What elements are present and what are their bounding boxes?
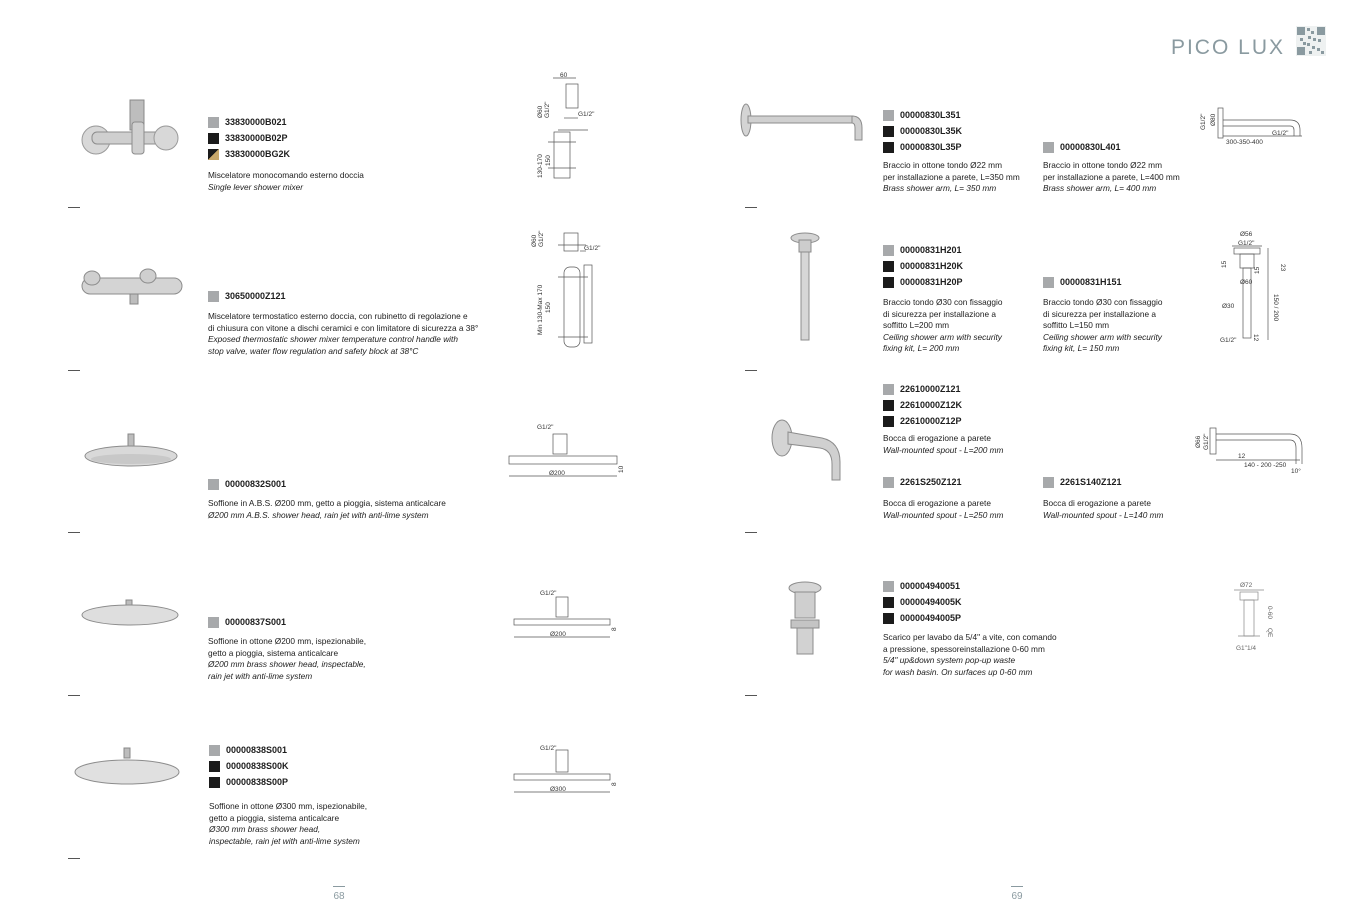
dim-label: Ø66 <box>1195 435 1202 448</box>
dim-label: 0-60 <box>1266 606 1273 620</box>
dim-label: G1/2" <box>538 230 545 247</box>
product-1-codes <box>208 114 290 162</box>
description-en: fixing kit, L= 200 mm <box>883 343 960 353</box>
black-swatch <box>883 597 894 608</box>
description-it: Soffione in ottone Ø300 mm, ispezionabile, <box>209 801 368 811</box>
product-8-alt2-code <box>1043 474 1122 490</box>
dim-label: Ø200 <box>550 631 566 638</box>
description-it: soffitto L=200 mm <box>883 320 950 330</box>
chrome-swatch <box>883 245 894 256</box>
product-8-alt1-code <box>883 474 962 490</box>
product-5-description <box>209 801 367 847</box>
description-en: Single lever shower mixer <box>208 181 303 192</box>
product-code: 30650000Z121 <box>225 291 286 301</box>
product-code: 22610000Z12K <box>900 400 963 410</box>
product-code: 00000838S001 <box>226 745 288 755</box>
description-it: soffitto L=150 mm <box>1043 320 1110 330</box>
dim-label: 60 <box>560 72 568 79</box>
chrome-swatch <box>208 479 219 490</box>
product-8-codes <box>883 381 962 429</box>
description-en: Wall-mounted spout - L=200 mm <box>883 444 1004 455</box>
description-it: Bocca di erogazione a parete <box>883 433 991 443</box>
page-number: 69 <box>1011 891 1023 902</box>
description-it: Bocca di erogazione a parete <box>883 498 991 508</box>
description-en: Ø300 mm brass shower head, <box>209 824 321 834</box>
wall-spout-image <box>770 418 850 488</box>
description-en: Brass shower arm, L= 400 mm <box>1043 183 1157 193</box>
product-code: 00000831H20P <box>900 277 963 287</box>
product-9-codes <box>883 578 962 626</box>
chrome-swatch <box>208 617 219 628</box>
product-7-codes <box>883 242 963 290</box>
black-swatch <box>883 261 894 272</box>
page-number-left <box>324 886 354 902</box>
dim-label: 150 <box>545 155 552 166</box>
dim-label: 12 <box>1238 453 1246 460</box>
dim-label: 10 <box>618 465 625 473</box>
product-9-description <box>883 632 1057 678</box>
product-8-drawing <box>1192 420 1317 482</box>
black-swatch <box>209 777 220 788</box>
product-2-drawing <box>528 225 608 355</box>
product-code: 2261S250Z121 <box>900 477 962 487</box>
product-1-description <box>208 170 364 193</box>
product-3-drawing <box>505 420 630 485</box>
dim-label: G1/2" <box>537 424 554 431</box>
description-it: per installazione a parete, L=400 mm <box>1043 171 1180 182</box>
black-swatch <box>883 277 894 288</box>
product-code: 33830000B02P <box>225 133 288 143</box>
black-swatch <box>883 400 894 411</box>
description-en: Ceiling shower arm with security <box>1043 331 1162 342</box>
black-swatch <box>209 761 220 772</box>
dim-label: Ø56 <box>1240 231 1253 238</box>
separator <box>68 695 80 696</box>
chrome-swatch <box>208 291 219 302</box>
description-en: rain jet with anti-lime system <box>208 670 313 681</box>
dim-label: Ø60 <box>537 105 544 118</box>
description-it: getto a pioggia, sistema anticalcare <box>209 812 340 823</box>
dim-label: G1"1/4 <box>1236 645 1257 652</box>
abs-shower-head-image <box>84 432 180 472</box>
dim-label: Ø72 <box>1240 582 1253 589</box>
black-swatch <box>883 416 894 427</box>
dim-label: G1/2" <box>1272 130 1289 137</box>
description-it: Miscelatore monocomando esterno doccia <box>208 170 364 180</box>
description-it: per installazione a parete, L=350 mm <box>883 171 1020 182</box>
chrome-swatch <box>1043 477 1054 488</box>
dim-label: 8 <box>611 627 618 631</box>
dim-label: 130-170 <box>537 154 544 178</box>
dim-label: Ø60 <box>1240 279 1253 286</box>
product-7-alt-description <box>1043 297 1162 355</box>
dim-label: G1/2" <box>1220 337 1237 344</box>
description-it: Soffione in ottone Ø200 mm, ispezionabile, <box>208 636 367 646</box>
description-en: Wall-mounted spout - L=140 mm <box>1043 509 1164 520</box>
dim-label: G1/2" <box>1238 240 1255 247</box>
description-en: for wash basin. On surfaces up 0-60 mm <box>883 666 1033 677</box>
black-swatch <box>883 613 894 624</box>
page-number: 68 <box>333 891 345 902</box>
product-code: 00000830L351 <box>900 110 961 120</box>
page-number-right <box>1002 886 1032 902</box>
product-code: 00000838S00P <box>226 777 289 787</box>
product-code: 00000832S001 <box>225 479 287 489</box>
product-8-alt2-description <box>1043 498 1163 521</box>
brand-title: PICO LUX <box>1170 36 1285 59</box>
black-swatch <box>883 126 894 137</box>
product-code: 00000831H20K <box>900 261 964 271</box>
product-1-drawing <box>528 70 608 185</box>
black-swatch <box>883 142 894 153</box>
chrome-swatch <box>883 581 894 592</box>
dim-label: G1/2" <box>1200 113 1207 130</box>
product-7-alt-code <box>1043 274 1122 290</box>
description-it: Braccio in ottone tondo Ø22 mm <box>1043 160 1162 170</box>
separator <box>68 858 80 859</box>
product-code: 00000838S00K <box>226 761 289 771</box>
dim-label: Ø30 <box>1222 303 1235 310</box>
dim-label: 15 <box>1254 266 1261 274</box>
chrome-swatch <box>1043 277 1054 288</box>
product-6-alt-code <box>1043 139 1121 155</box>
description-it: Braccio in ottone tondo Ø22 mm <box>883 160 1002 170</box>
separator <box>745 370 757 371</box>
dim-label: 140 - 200 -250 <box>1244 462 1287 469</box>
product-4-codes <box>208 614 286 630</box>
thermostatic-mixer-image <box>80 268 190 308</box>
description-it: Bocca di erogazione a parete <box>1043 498 1151 508</box>
product-3-codes <box>208 476 286 492</box>
description-en: Brass shower arm, L= 350 mm <box>883 183 997 193</box>
description-en: Ø200 mm brass shower head, inspectable, <box>208 659 366 669</box>
product-2-codes <box>208 288 286 304</box>
description-en: 5/4" up&down system pop-up waste <box>883 655 1016 665</box>
single-lever-mixer-image <box>78 92 183 164</box>
dim-label: 150 / 200 <box>1272 294 1279 322</box>
brass-shower-head-300-image <box>72 748 182 788</box>
dim-label: G1/2" <box>544 101 551 118</box>
dim-label: G1/2" <box>584 245 601 252</box>
dim-label: G1/2" <box>540 590 557 597</box>
chrome-swatch <box>883 110 894 121</box>
black-swatch <box>208 133 219 144</box>
qr-code <box>1296 26 1326 56</box>
ceiling-shower-arm-image <box>790 232 824 344</box>
dim-label: 15 <box>1221 260 1228 268</box>
product-code: 22610000Z121 <box>900 384 961 394</box>
description-en: fixing kit, L= 150 mm <box>1043 343 1120 353</box>
separator <box>745 695 757 696</box>
dim-label: Ø200 <box>549 470 565 477</box>
description-it: Scarico per lavabo da 5/4" a vite, con comando <box>883 632 1057 642</box>
product-code: 00000830L35P <box>900 142 962 152</box>
description-en: inspectable, rain jet with anti-lime system <box>209 835 360 846</box>
description-it: getto a pioggia, sistema anticalcare <box>208 647 339 658</box>
product-6-description <box>883 160 1020 195</box>
dim-label: Min 130-Max 170 <box>537 284 544 335</box>
description-en: Ø200 mm A.B.S. shower head, rain jet with anti-lime system <box>208 509 429 520</box>
product-8-description <box>883 433 1003 456</box>
dim-label: Ø300 <box>550 786 566 793</box>
separator <box>745 532 757 533</box>
product-8-alt1-description <box>883 498 1003 521</box>
product-code: 00000830L35K <box>900 126 963 136</box>
description-en: stop valve, water flow regulation and safety block at 38°C <box>208 345 419 356</box>
dim-label: 23 <box>1279 264 1286 272</box>
chrome-swatch <box>883 477 894 488</box>
product-6-codes <box>883 107 962 155</box>
description-it: di sicurezza per installazione a <box>883 308 996 319</box>
dim-label: Ø80 <box>1210 113 1217 126</box>
dim-label: Ø60 <box>531 234 538 247</box>
brass-shower-head-200-image <box>80 600 180 630</box>
gold-swatch <box>208 149 219 160</box>
product-4-drawing <box>510 585 625 645</box>
product-7-drawing <box>1218 228 1288 350</box>
product-4-description <box>208 636 366 682</box>
product-code: 00000831H151 <box>1060 277 1122 287</box>
description-en: Exposed thermostatic shower mixer temperature control handle with <box>208 334 458 344</box>
dim-label: 10° <box>1291 468 1301 475</box>
product-5-codes <box>209 742 289 790</box>
description-it: di sicurezza per installazione a <box>1043 308 1156 319</box>
chrome-swatch <box>209 745 220 756</box>
separator <box>68 370 80 371</box>
description-it: Soffione in A.B.S. Ø200 mm, getto a pioggia, sistema anticalcare <box>208 498 446 508</box>
description-en: Ceiling shower arm with security <box>883 331 1002 342</box>
product-code: 00000837S001 <box>225 617 287 627</box>
dim-label: G1/2" <box>578 111 595 118</box>
pop-up-waste-image <box>785 580 825 658</box>
product-2-description <box>208 311 478 357</box>
description-it: di chiusura con vitone a dischi ceramici e con limitatore di sicurezza a 38° <box>208 322 479 333</box>
product-3-description <box>208 498 446 521</box>
product-code: 2261S140Z121 <box>1060 477 1122 487</box>
description-it: Miscelatore termostatico esterno doccia, con rubinetto di regolazione e <box>208 311 468 321</box>
product-code: 00000831H201 <box>900 245 962 255</box>
product-code: 22610000Z12P <box>900 416 962 426</box>
product-6-alt-description <box>1043 160 1180 195</box>
dim-label: 300-350-400 <box>1226 139 1263 146</box>
product-code: 00000494005P <box>900 613 962 623</box>
description-it: Braccio tondo Ø30 con fissaggio <box>883 297 1003 307</box>
product-7-description <box>883 297 1002 355</box>
separator <box>68 532 80 533</box>
separator <box>745 207 757 208</box>
product-code: 33830000BG2K <box>225 149 291 159</box>
description-it: Braccio tondo Ø30 con fissaggio <box>1043 297 1163 307</box>
chrome-swatch <box>208 117 219 128</box>
product-code: 000004940051 <box>900 581 961 591</box>
description-en: Wall-mounted spout - L=250 mm <box>883 509 1004 520</box>
dim-label: 12 <box>1252 334 1259 342</box>
dim-label: 150 <box>545 302 552 313</box>
product-6-drawing <box>1198 100 1313 150</box>
chrome-swatch <box>883 384 894 395</box>
svg-text:QЕ: QЕ <box>1266 628 1273 638</box>
wall-shower-arm-image <box>740 100 868 148</box>
separator <box>68 207 80 208</box>
product-5-drawing <box>510 740 625 800</box>
product-code: 00000830L401 <box>1060 142 1121 152</box>
dim-label: 8 <box>611 782 618 786</box>
product-code: 33830000B021 <box>225 117 287 127</box>
product-9-drawing <box>1228 578 1288 658</box>
product-code: 00000494005K <box>900 597 962 607</box>
dim-label: G1/2" <box>1203 433 1210 450</box>
chrome-swatch <box>1043 142 1054 153</box>
description-it: a pressione, spessoreinstallazione 0-60 mm <box>883 643 1045 654</box>
dim-label: G1/2" <box>540 745 557 752</box>
